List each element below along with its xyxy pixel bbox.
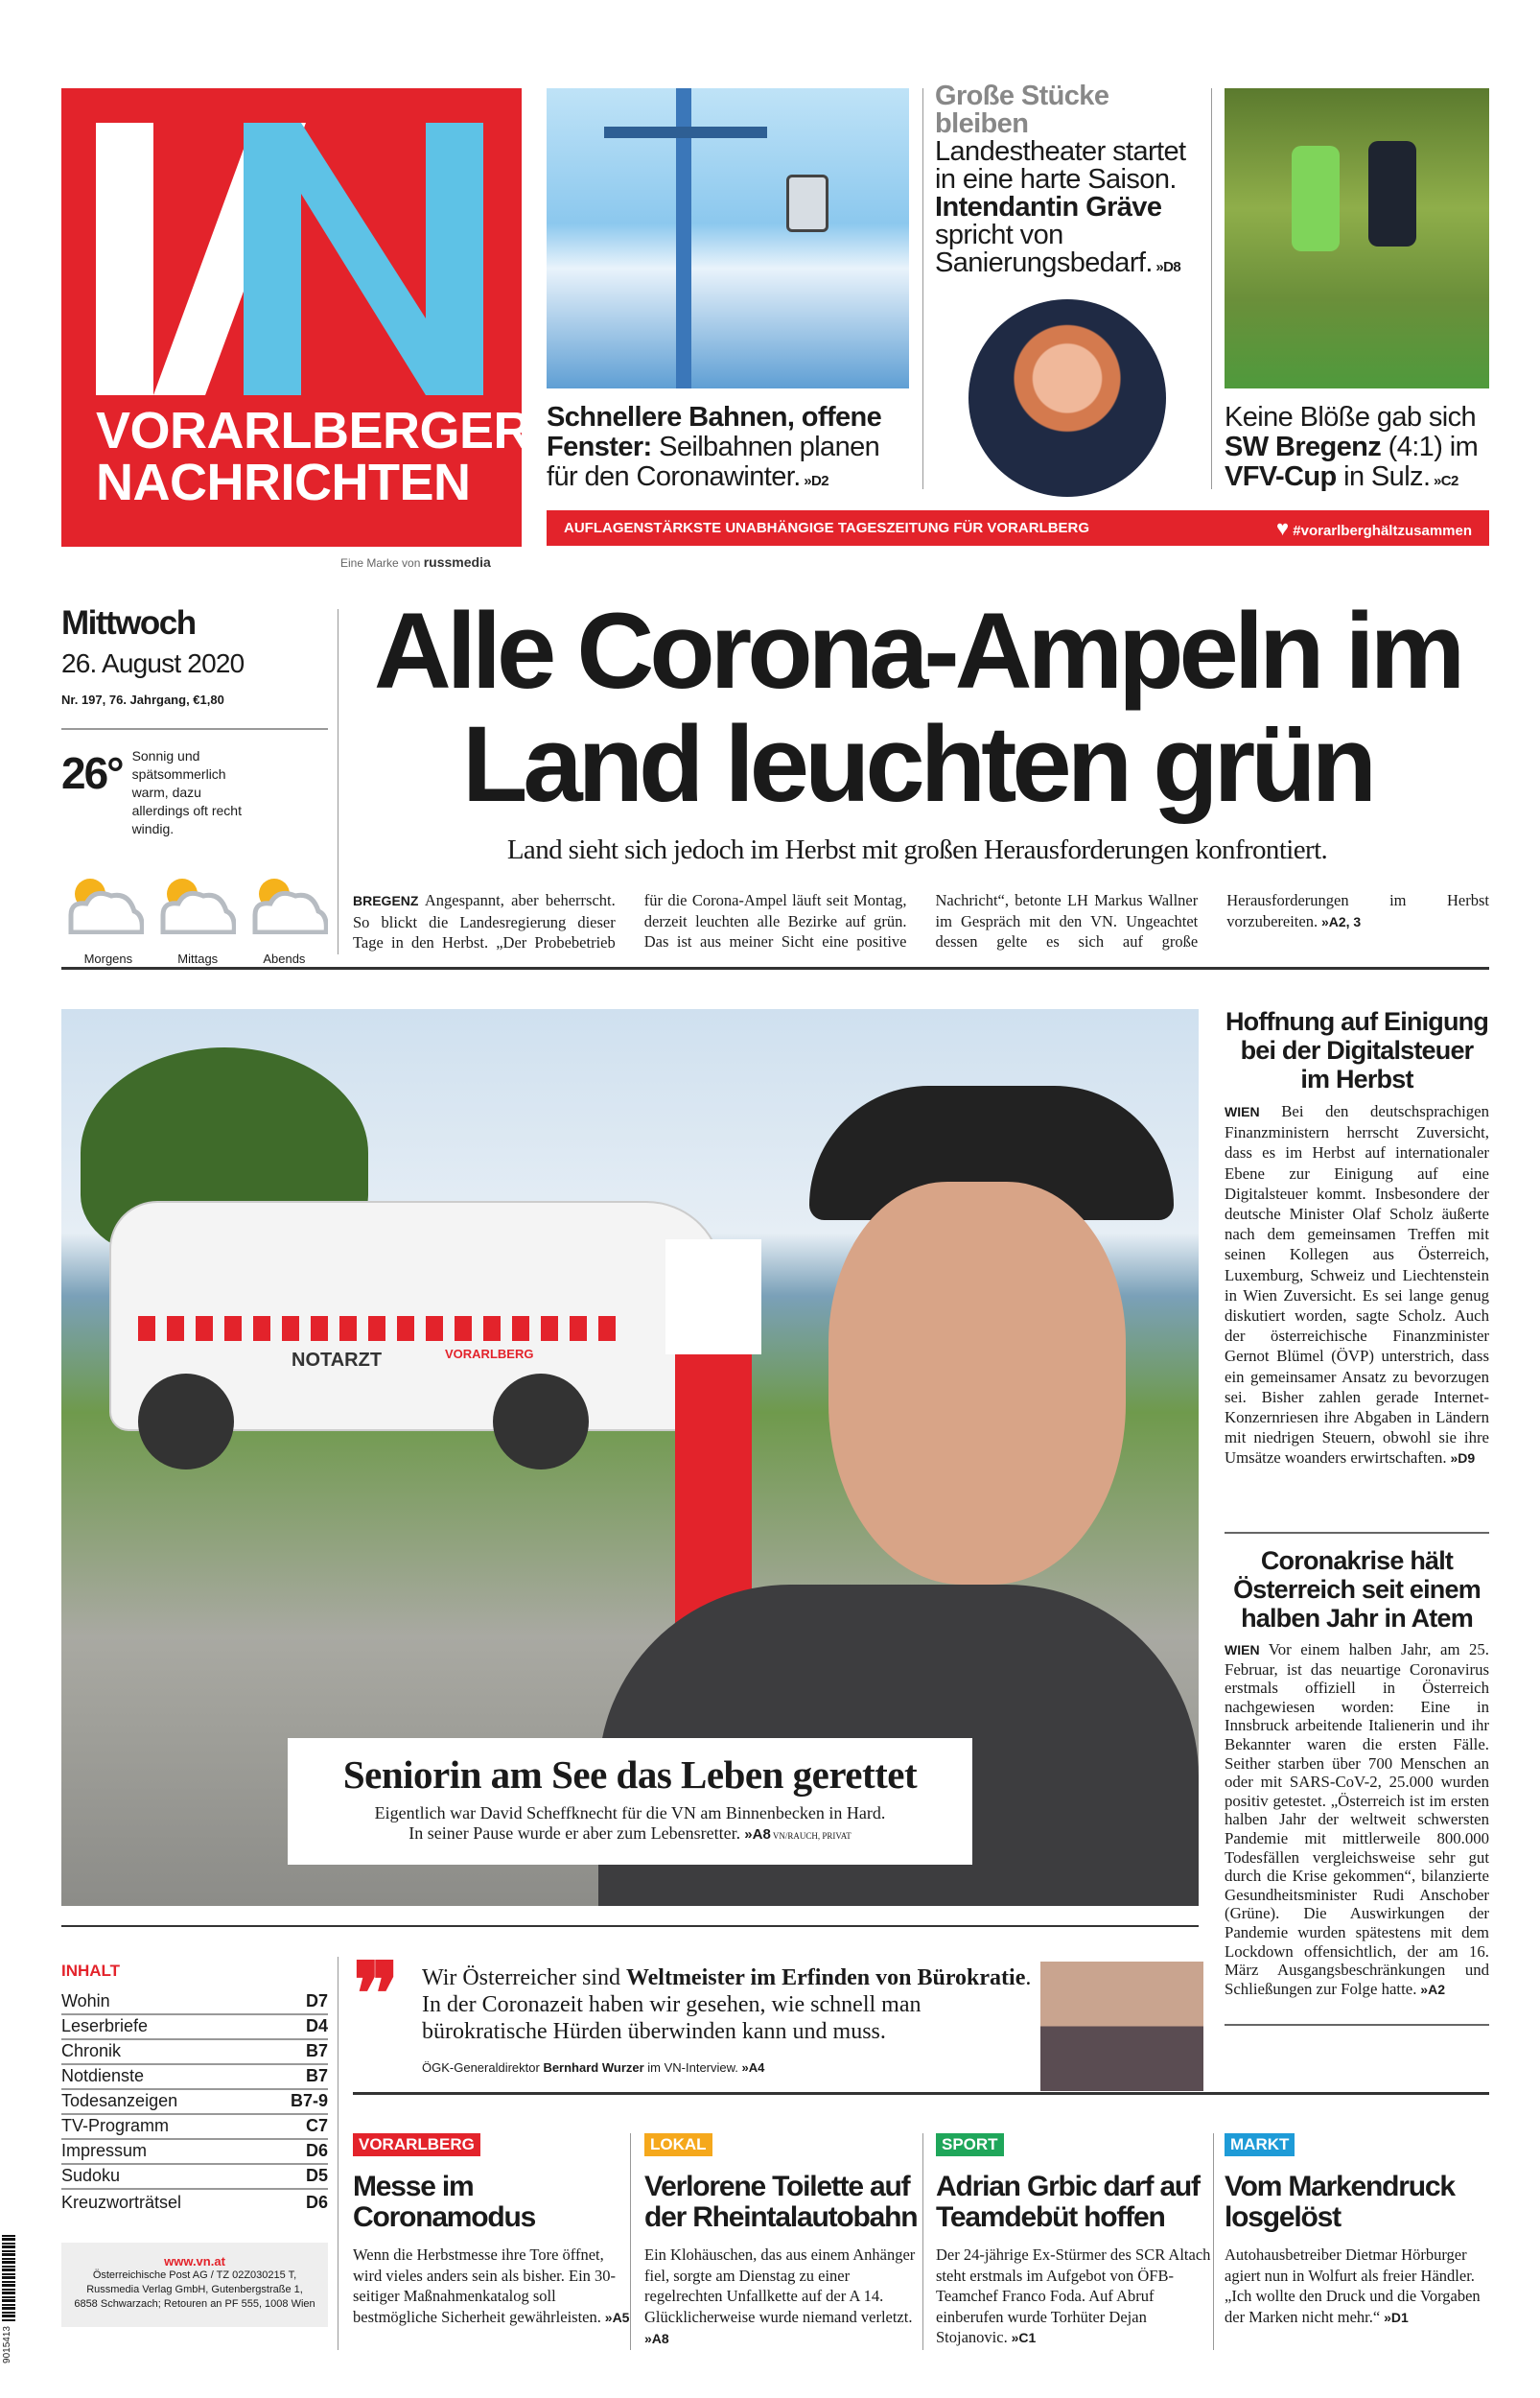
vn-logo[interactable] [61,88,531,547]
imprint: www.vn.at Österreichische Post AG / TZ 02Z030215 T, Russmedia Verlag GmbH, Gutenbergstraße 1, 6858 Schwarzach; Retouren an PF 555, 1008 Wien [61,2243,328,2327]
teaser-seilbahnen[interactable]: Schnellere Bahnen, offene Fenster: Seilbahnen planen für den Coronawinter. »D2 [547,402,882,492]
toc-item[interactable]: Leserbriefe D4 [61,2015,328,2040]
car-brand: VORARLBERG [445,1347,534,1361]
heart-icon: ♥ [1276,515,1290,540]
car-label: NOTARZT [292,1350,383,1371]
tagline-banner: AUFLAGENSTÄRKSTE UNABHÄNGIGE TAGESZEITUNG FÜR VORARLBERG ♥ #vorarlberghältzusammen [547,510,1489,546]
toc-item[interactable]: Notdienste B7 [61,2065,328,2090]
toc-item[interactable]: Kreuzworträtsel D6 [61,2193,328,2212]
teaser-landestheater[interactable]: Große Stücke bleiben Landestheater startet in eine harte Saison. Intendantin Gräve spricht von Sanierungsbedarf. »D8 [935,81,1186,278]
quote-attribution: ÖGK-Generaldirektor Bernhard Wurzer im VN-Interview. »A4 [422,2060,765,2075]
weather-icons [61,867,328,934]
brand-name: VORARLBERGER NACHRICHTEN [96,402,531,511]
sun-cloud-icon [61,867,144,934]
toc-item[interactable]: Chronik B7 [61,2040,328,2065]
section-lokal[interactable]: LOKAL Verlorene Toilette auf der Rheintalautobahn Ein Klohäuschen, das aus einem Anhänger fiel, sorgte am Dienstag zu einer regelrechten Unfallkette auf der A 14. Glücklicherweise wurde niemand verletzt. »A8 [644,2135,918,2346]
sun-cloud-icon [153,867,236,934]
temperature: 26° [61,748,123,798]
teaser-sw-bregenz[interactable]: Keine Blöße gab sich SW Bregenz (4:1) im VFV-Cup in Sulz. »C2 [1225,402,1479,492]
lead-headline[interactable]: Alle Corona-Ampeln im Land leuchten grün [373,591,1461,824]
toc-item[interactable]: Todesanzeigen B7-9 [61,2090,328,2115]
toc-item[interactable]: Impressum D6 [61,2140,328,2165]
forecast: Sonnig und spätsommerlich warm, dazu allerdings oft recht windig. [131,748,242,836]
lead-subhead: Land sieht sich jedoch im Herbst mit großen Herausforderungen konfrontiert. [506,835,1328,865]
publisher-note: Eine Marke von russmedia [340,554,491,570]
lead-body: BREGENZ Angespannt, aber beherrscht. So blickt die Landesregierung dieser Tage in den Herbst. „Der Probebetrieb für die Corona-Ampel läuft seit Montag, derzeit leuchten alle Bezirke auf grün. Das ist aus meiner Sicht eine positive Nachricht“, betonte LH Markus Wallner im Gespräch mit den VN. Ungeachtet dessen gelte es sich auf große Herausforderungen im Herbst vorzubereiten. »A2, 3 [353,891,1489,952]
wurzer-portrait[interactable] [1040,1947,1203,2091]
toc-item[interactable]: TV-Programm C7 [61,2115,328,2140]
sun-cloud-icon [245,867,328,934]
quote-icon: ❞ [353,1947,400,2043]
barcode [2,2235,15,2321]
toc-item[interactable]: Wohin D7 [61,1990,328,2015]
section-markt[interactable]: MARKT Vom Markendruck losgelöst Autohausbetreiber Dietmar Hörburger agiert nun in Wolfurt als freier Händler. „Ich wollte den Druck und die Vorgaben der Marken nicht mehr.“ »D1 [1225,2135,1481,2326]
table-of-contents: INHALT Wohin D7 Leserbriefe D4 Chronik B7 Notdienste B7 Todesanzeigen B7-9 TV-Programm C7 Impressum D6 Sudoku D5 Kreuzworträtsel D6 [61,1962,328,2215]
barcode-number: 9015413 [2,2326,12,2363]
section-vorarlberg[interactable]: VORARLBERG Messe im Coronamodus Wenn die Herbstmesse ihre Tore öffnet, wird vieles anders sein als bisher. Ein 30-seitiger Maßnahmenkatalog soll bestmögliche Sicherheit gewährleisten. »A5 [353,2135,630,2326]
section-sport[interactable]: SPORT Adrian Grbic darf auf Teamdebüt hoffen Der 24-jährige Ex-Stürmer des SCR Altach steht erstmals im Aufgebot von ÖFB-Teamchef Franco Foda. Auf Abruf einberufen wurde Torhüter Dejan Stojanovic. »C1 [936,2135,1211,2346]
photo-caption-box[interactable]: Seniorin am See das Leben gerettet Eigentlich war David Scheffknecht für die VN am Binnenbecken in Hard. In seiner Pause wurde er aber zum Lebensretter. »A8 VN/RAUCH, PRIVAT [288,1738,972,1865]
intendantin-portrait[interactable] [968,299,1166,497]
quote-text[interactable]: Wir Österreicher sind Weltmeister im Erfinden von Bürokratie. In der Coronazeit haben wir gesehen, wie schnell man bürokratische Hürden überwinden kann und muss. [422,1965,1032,2044]
football-photo[interactable] [1225,88,1489,388]
dateline-box: Mittwoch 26. August 2020 Nr. 197, 76. Jahrgang, €1,80 26° Sonnig und spätsommerlich warm, dazu allerdings oft recht windig. Morgens Mittags Abends [61,604,328,966]
cable-car-photo[interactable] [547,88,909,388]
side-story-digitalsteuer[interactable]: Hoffnung auf Einigung bei der Digitalsteuer im Herbst WIEN Bei den deutschsprachigen Finanzministern herrscht Zuversicht, dass es im Herbst auf internationaler Ebene zur Einigung auf eine Digitalsteuer kommt. Insbesondere der deutsche Minister Olaf Scholz äußerte nach dem gemeinsamen Treffen mit seinen Kollegen aus Österreich, Luxemburg, Schweiz und Liechtenstein in Wien Zuversicht. Es sei lange genug diskutiert worden, sagte Scholz. Auch der österreichische Finanzminister Gernot Blümel (ÖVP) unterstrich, dass ein gemeinsamer Ansatz zu bevorzugen sei. Bisher zahlen gerade Internet-Konzernriesen ihre Abgaben in Ländern mit niedrigen Steuern, obwohl sie ihre Umsätze woanders erwirtschaften. »D9 [1225,1007,1489,1468]
side-story-coronakrise[interactable]: Coronakrise hält Österreich seit einem halben Jahr in Atem WIEN Vor einem halben Jahr, am 25. Februar, ist das neuartige Coronavirus erstmals offiziell in Österreich nachgewiesen worden: Eine in Innsbruck arbeitende Italienerin und ihr Bekannter waren die ersten Fälle. Seither starben über 700 Menschen an oder mit SARS-CoV-2, 25.000 wurden positiv getestet. „Österreich ist im ersten halben Jahr der weltweit schwersten Pandemie mit mittlerweile 800.000 Todesfällen vergleichsweise sehr gut durch die Krise gekommen“, bilanzierte Gesundheitsminister Rudi Anschober (Grüne). Die Auswirkungen der Pandemie wurden spätestens mit dem Lockdown offensichtlich, der am 16. März Ausgangsbeschränkungen und Schließungen zur Folge hatte. »A2 [1225,1546,1489,1998]
toc-item[interactable]: Sudoku D5 [61,2165,328,2190]
